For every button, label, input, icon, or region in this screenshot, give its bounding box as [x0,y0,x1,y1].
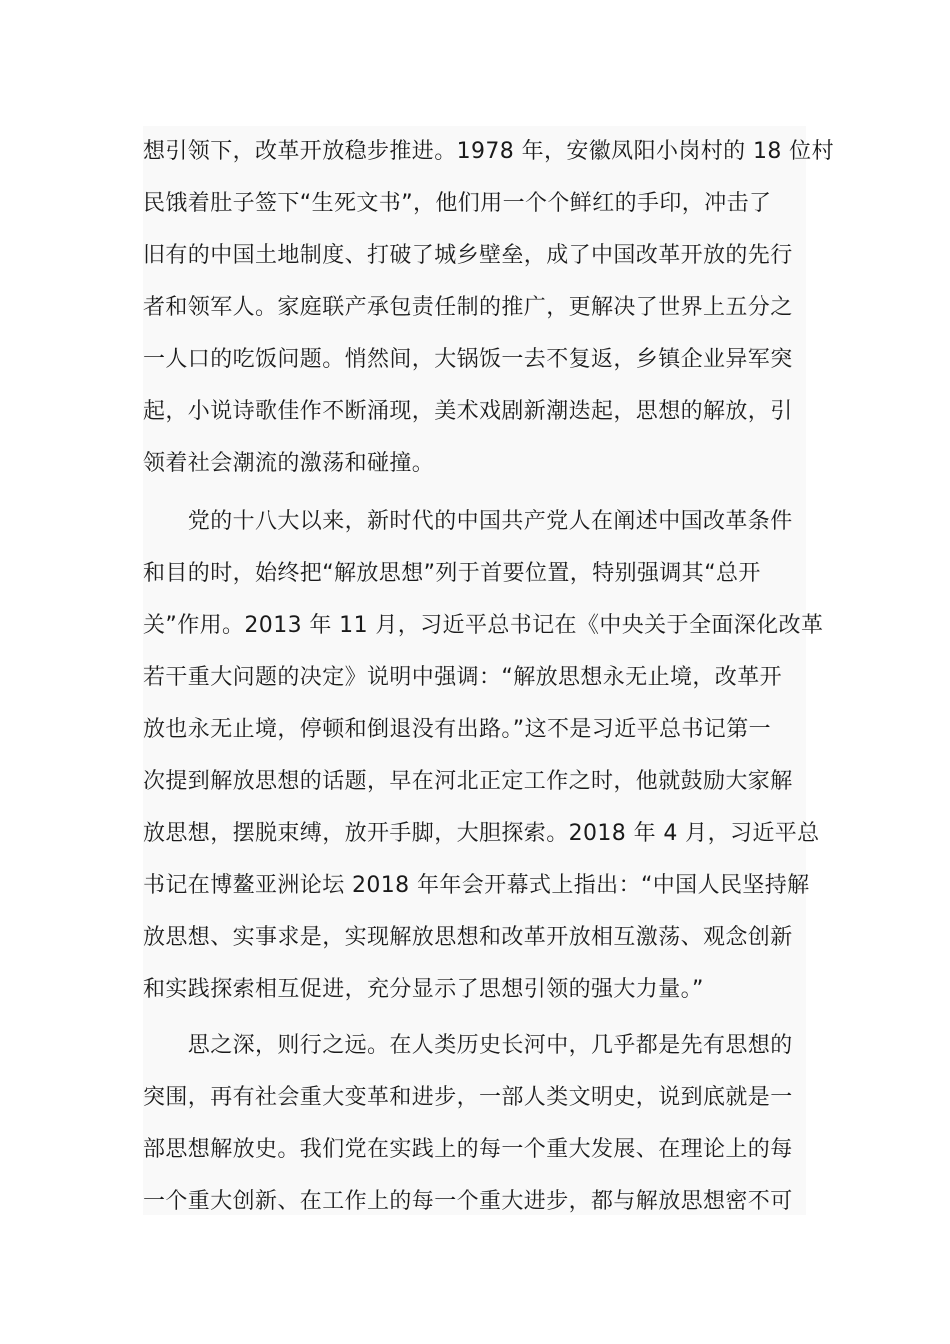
text-line: 领着社会潮流的激荡和碰撞。 [143,451,435,476]
text-line: 放思想、实事求是，实现解放思想和改革开放相互激荡、观念创新 [143,925,793,950]
text-line: 一个重大创新、在工作上的每一个重大进步，都与解放思想密不可 [143,1189,793,1214]
text-line: 一人口的吃饭问题。悄然间，大锅饭一去不复返，乡镇企业异军突 [143,347,793,372]
text-line: 和目的时，始终把“解放思想”列于首要位置，特别强调其“总开 [143,561,761,586]
text-line: 放也永无止境，停顿和倒退没有出路。”这不是习近平总书记第一 [143,717,771,742]
text-line: 起，小说诗歌佳作不断涌现，美术戏剧新潮迭起，思想的解放，引 [143,399,793,424]
text-line: 书记在博鳌亚洲论坛 2018 年年会开幕式上指出：“中国人民坚持解 [143,873,810,898]
paragraph-1 [143,126,834,490]
text-line: 若干重大问题的决定》说明中强调：“解放思想永无止境，改革开 [143,665,782,690]
paragraph-2 [143,496,824,1016]
text-line: 民饿着肚子签下“生死文书”，他们用一个个鲜红的手印，冲击了 [143,191,772,216]
text-line: 关”作用。2013 年 11 月，习近平总书记在《中央关于全面深化改革 [143,613,824,638]
text-line: 部思想解放史。我们党在实践上的每一个重大发展、在理论上的每 [143,1137,793,1162]
text-line: 想引领下，改革开放稳步推进。1978 年，安徽凤阳小岗村的 18 位村 [143,139,834,164]
text-line: 放思想，摆脱束缚，放开手脚，大胆探索。2018 年 4 月，习近平总 [143,821,820,846]
text-line: 和实践探索相互促进，充分显示了思想引领的强大力量。” [143,977,704,1002]
text-line: 次提到解放思想的话题，早在河北正定工作之时，他就鼓励大家解 [143,769,793,794]
text-line: 突围，再有社会重大变革和进步，一部人类文明史，说到底就是一 [143,1085,793,1110]
paragraph-3 [143,1020,806,1228]
text-line: 思之深，则行之远。在人类历史长河中，几乎都是先有思想的 [143,1033,793,1058]
text-line: 旧有的中国土地制度、打破了城乡壁垒，成了中国改革开放的先行 [143,243,793,268]
text-line: 者和领军人。家庭联产承包责任制的推广，更解决了世界上五分之 [143,295,793,320]
text-line: 党的十八大以来，新时代的中国共产党人在阐述中国改革条件 [143,509,793,534]
document-body [143,126,834,1215]
